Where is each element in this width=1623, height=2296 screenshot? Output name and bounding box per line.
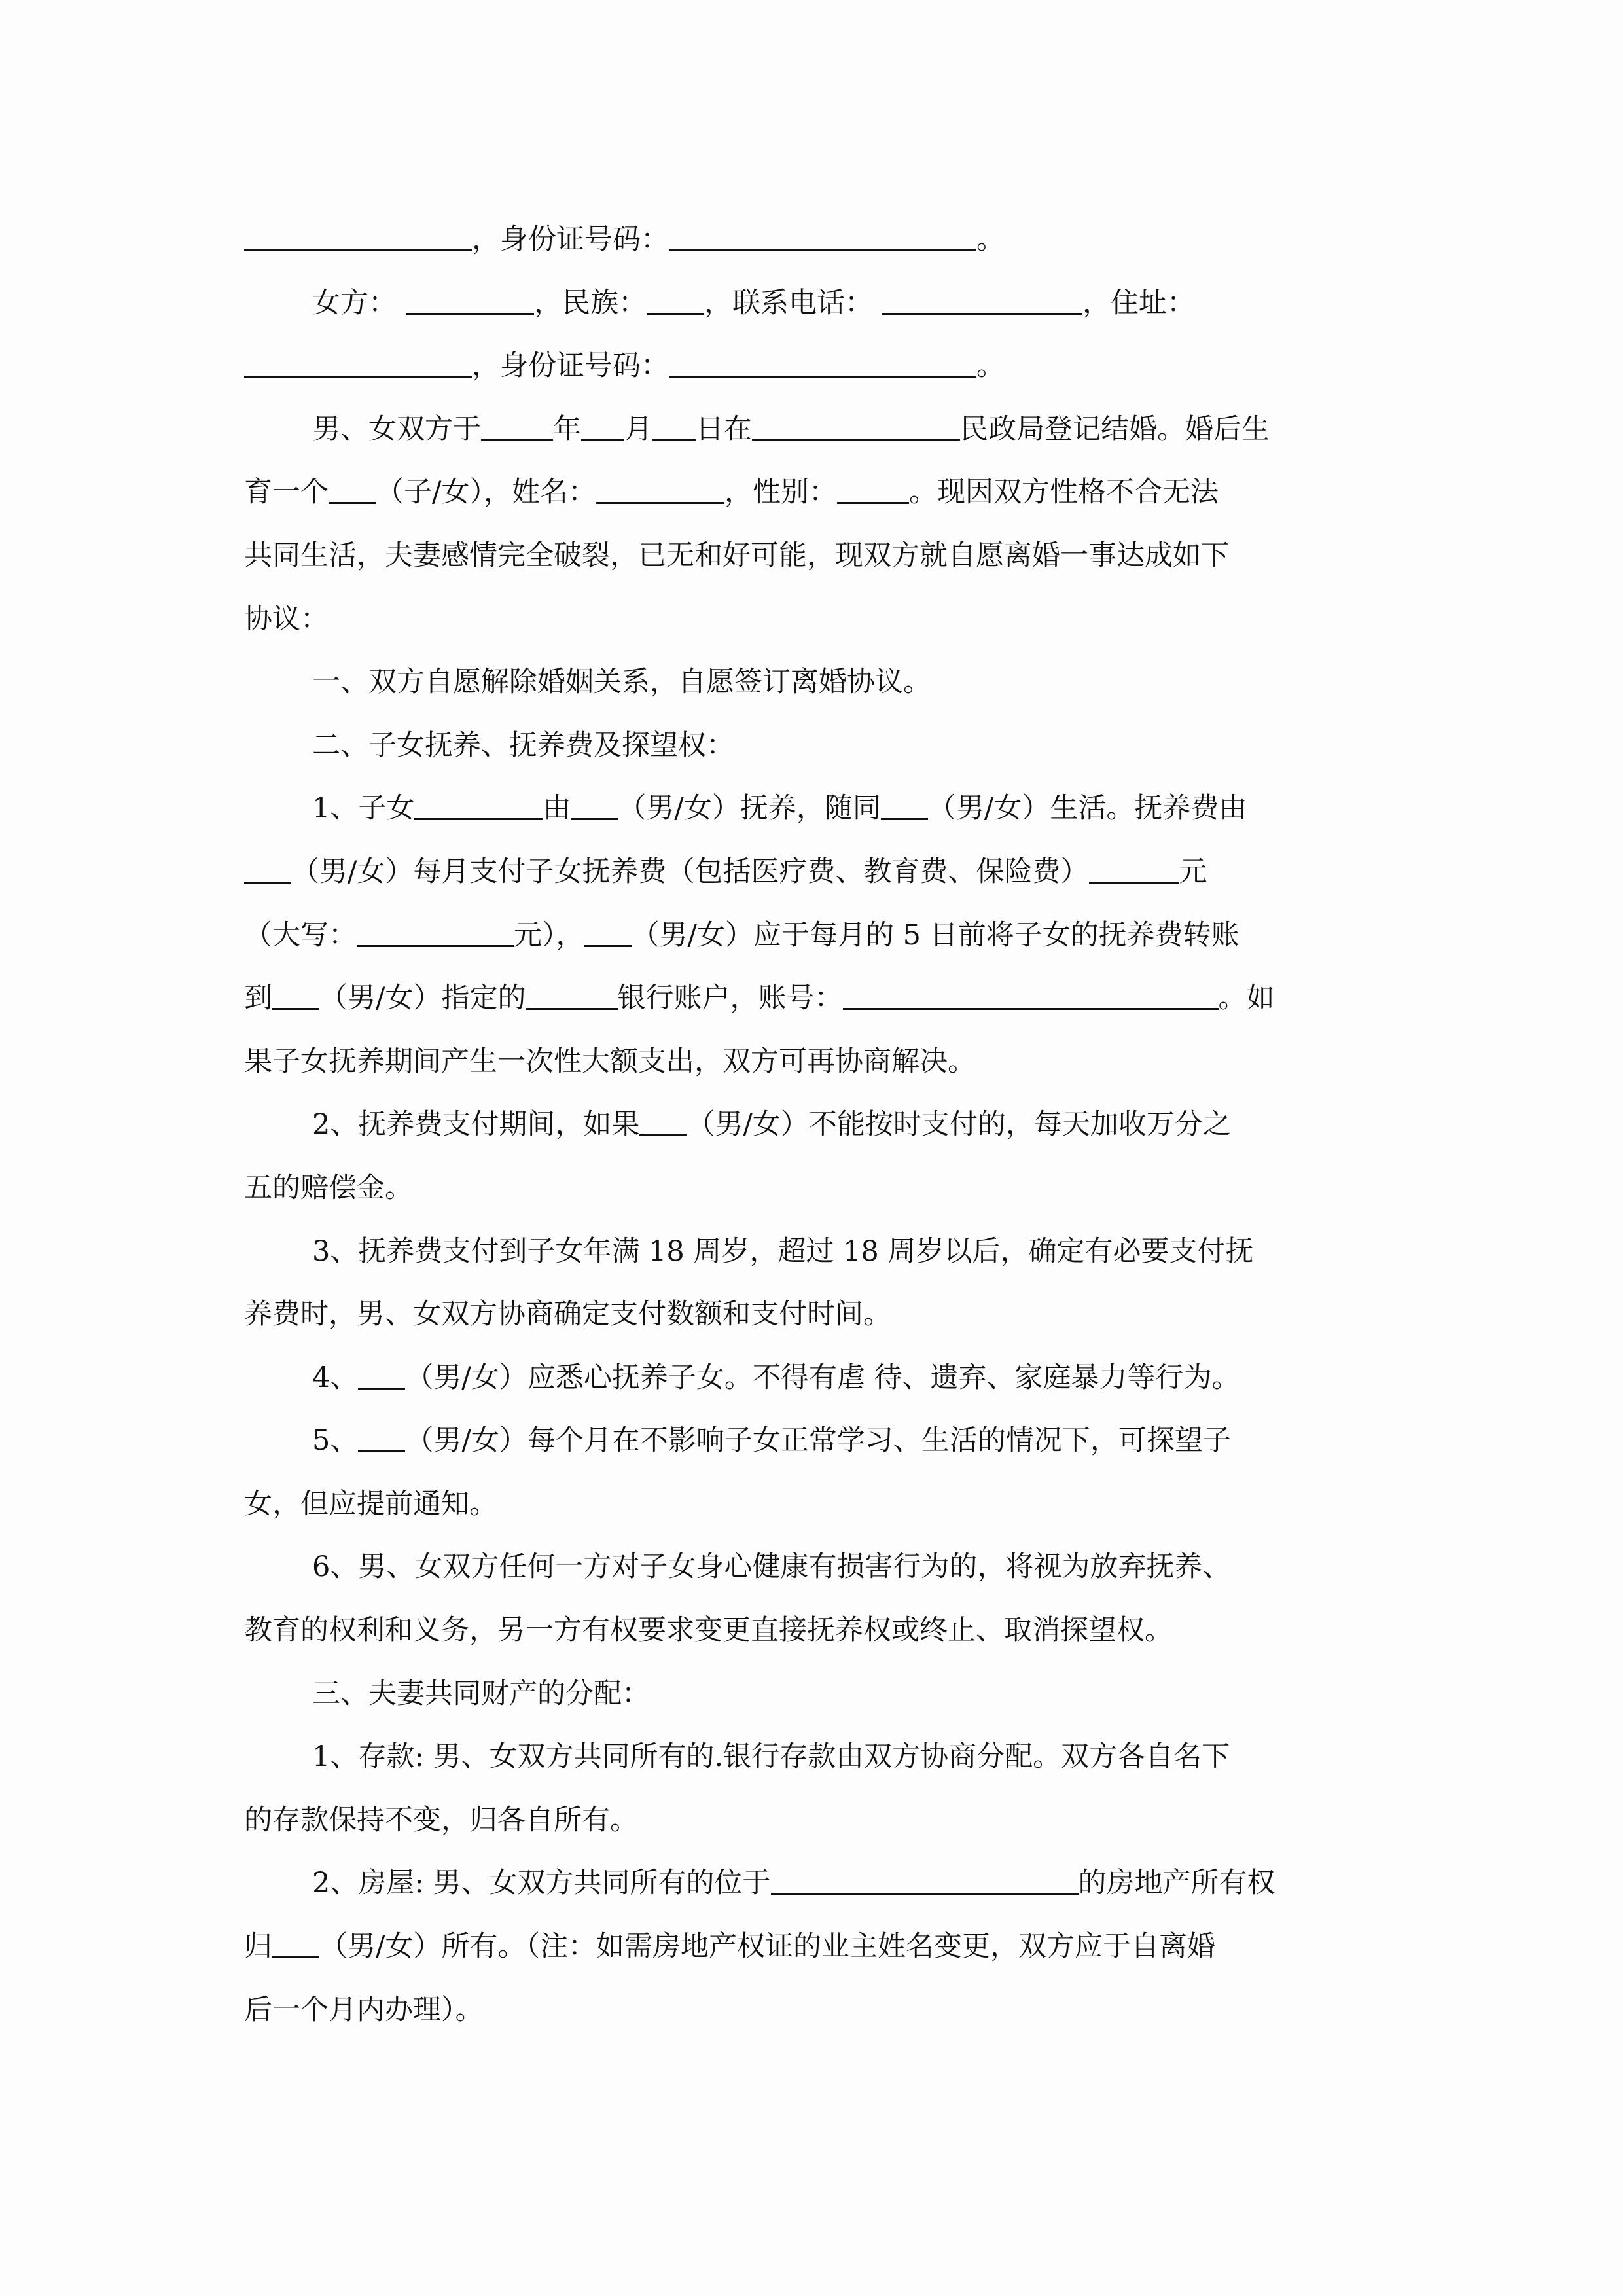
text: 果子女抚养期间产生一次性大额支出，双方可再协商解决。 [244, 1045, 976, 1078]
text: （男/女）所有。（注：如需房地产权证的业主姓名变更，双方应于自离婚 [319, 1930, 1215, 1964]
wife-info-line [244, 272, 1380, 335]
text: 4、 [312, 1361, 359, 1394]
text: 1、存款: 男、女双方共同所有的.银行存款由双方协商分配。双方各自名下 [312, 1740, 1230, 1774]
text: 6、男、女双方任何一方对子女身心健康有损害行为的，将视为放弃抚养、 [312, 1551, 1231, 1584]
clause-3-2-line [244, 1852, 1380, 1915]
text: ，身份证号码： [472, 223, 669, 256]
paragraph-line [244, 1789, 1380, 1852]
clause-2-5-line [244, 1409, 1380, 1473]
text: （男/女）抚养，随同 [618, 792, 881, 825]
id-number-blank[interactable] [669, 223, 976, 251]
text: （男/女）应悉心抚养子女。不得有虐 待、遗弃、家庭暴力等行为。 [405, 1361, 1240, 1394]
text: ，联系电话： [704, 286, 873, 319]
text: 女，但应提前通知。 [244, 1487, 497, 1520]
amount-blank[interactable] [1089, 855, 1179, 884]
child-count-blank[interactable] [329, 476, 376, 504]
property-location-blank[interactable] [771, 1867, 1079, 1895]
text: 五的赔偿金。 [244, 1171, 413, 1204]
document-page [244, 208, 1380, 2041]
text: 日在 [696, 412, 752, 446]
property-owner-blank[interactable] [272, 1930, 319, 1958]
clause-3-1-line [244, 1725, 1380, 1789]
text: 教育的权利和义务，另一方有权要求变更直接抚养权或终止、取消探望权。 [244, 1614, 1173, 1647]
text: 月 [624, 412, 652, 446]
child-name-blank[interactable] [596, 476, 724, 504]
paragraph-line [244, 1473, 1380, 1536]
text: （男/女）不能按时支付的，每天加收万分之 [687, 1108, 1231, 1141]
text: 男、女双方于 [312, 412, 481, 446]
paragraph-line [244, 1030, 1380, 1094]
text: 元）， [514, 918, 584, 952]
text: 民政局登记结婚。婚后生 [960, 412, 1270, 446]
bureau-blank[interactable] [752, 413, 960, 441]
marriage-line [244, 398, 1380, 461]
defaulter-blank[interactable] [639, 1108, 687, 1136]
clause-2-3-line [244, 1220, 1380, 1283]
text: 1、子女 [312, 792, 415, 825]
year-blank[interactable] [481, 413, 553, 441]
text: 5、 [312, 1424, 359, 1458]
text: 的房地产所有权 [1078, 1867, 1275, 1900]
text: 三、夫妻共同财产的分配： [312, 1677, 650, 1710]
text: （男/女）每个月在不影响子女正常学习、生活的情况下，可探望子 [405, 1424, 1231, 1458]
child-line [244, 461, 1380, 524]
text: 后一个月内办理）。 [244, 1993, 484, 2026]
ethnicity-blank[interactable] [647, 287, 704, 315]
text: ，住址： [1082, 286, 1195, 319]
custodian-blank[interactable] [571, 792, 618, 820]
text: 。 [976, 350, 1005, 383]
clause-2-1-line [244, 840, 1380, 904]
text: ，性别： [724, 476, 837, 509]
text: 由 [543, 792, 571, 825]
text: 。 [976, 223, 1005, 256]
text: 3、抚养费支付到子女年满 18 周岁，超过 18 周岁以后，确定有必要支付抚 [312, 1234, 1254, 1268]
id-number-blank[interactable] [669, 350, 976, 378]
amount-words-blank[interactable] [357, 919, 514, 947]
text: （男/女）应于每月的 5 日前将子女的抚养费转账 [631, 918, 1240, 952]
text: （男/女）指定的 [319, 982, 526, 1015]
bank-blank[interactable] [526, 982, 618, 1010]
caretaker-blank[interactable] [358, 1361, 405, 1390]
address-blank[interactable] [244, 223, 472, 251]
text: 归 [244, 1930, 272, 1964]
text: ，身份证号码： [472, 350, 669, 383]
text: （大写： [244, 918, 357, 952]
address-blank[interactable] [244, 350, 472, 378]
section-3-heading [244, 1662, 1380, 1726]
recipient-blank[interactable] [272, 982, 319, 1010]
text: （子/女），姓名： [376, 476, 596, 509]
text: 。如 [1218, 982, 1275, 1015]
transfer-payer-blank[interactable] [584, 919, 632, 947]
visitor-blank[interactable] [358, 1424, 405, 1452]
paragraph-line [244, 1283, 1380, 1346]
day-blank[interactable] [652, 413, 696, 441]
text: 。现因双方性格不合无法 [909, 476, 1219, 509]
paragraph-line [244, 1157, 1380, 1220]
husband-id-line [244, 208, 1380, 272]
text: （男/女）生活。抚养费由 [927, 792, 1247, 825]
section-1-heading [244, 651, 1380, 714]
text: 女方： [312, 286, 397, 319]
phone-blank[interactable] [882, 287, 1082, 315]
text: 养费时，男、女双方协商确定支付数额和支付时间。 [244, 1298, 891, 1331]
payer-blank[interactable] [244, 855, 291, 884]
clause-2-1-line [244, 904, 1380, 967]
account-number-blank[interactable] [843, 982, 1219, 1010]
text: 2、抚养费支付期间，如果 [312, 1108, 640, 1141]
text: 2、房屋: 男、女双方共同所有的位于 [312, 1867, 771, 1900]
text: ，民族： [534, 286, 647, 319]
child-gender-blank[interactable] [837, 476, 909, 504]
clause-2-6-line [244, 1535, 1380, 1599]
text: 到 [244, 982, 272, 1015]
text: （男/女）每月支付子女抚养费（包括医疗费、教育费、保险费） [291, 855, 1089, 888]
wife-id-line [244, 334, 1380, 398]
text: 协议： [244, 602, 329, 636]
clause-2-4-line [244, 1346, 1380, 1410]
paragraph-line [244, 1599, 1380, 1662]
month-blank[interactable] [581, 413, 624, 441]
text: 二、子女抚养、抚养费及探望权： [312, 728, 734, 762]
text: 年 [553, 412, 581, 446]
name-blank[interactable] [406, 287, 534, 315]
text: 育一个 [244, 476, 329, 509]
clause-2-1-line [244, 967, 1380, 1030]
text: 元 [1179, 855, 1207, 888]
text: 共同生活，夫妻感情完全破裂，已无和好可能，现双方就自愿离婚一事达成如下 [244, 539, 1229, 572]
live-with-blank[interactable] [881, 792, 928, 820]
paragraph-line [244, 1979, 1380, 2042]
clause-2-2-line [244, 1093, 1380, 1157]
text: 的存款保持不变，归各自所有。 [244, 1803, 638, 1837]
clause-3-2-line [244, 1915, 1380, 1979]
paragraph-line [244, 524, 1380, 588]
text: 一、双方自愿解除婚姻关系，自愿签订离婚协议。 [312, 666, 931, 699]
clause-2-1-line [244, 777, 1380, 840]
child-blank[interactable] [414, 792, 543, 820]
paragraph-line [244, 588, 1380, 651]
text: 银行账户，账号： [617, 982, 843, 1015]
section-2-heading [244, 714, 1380, 778]
